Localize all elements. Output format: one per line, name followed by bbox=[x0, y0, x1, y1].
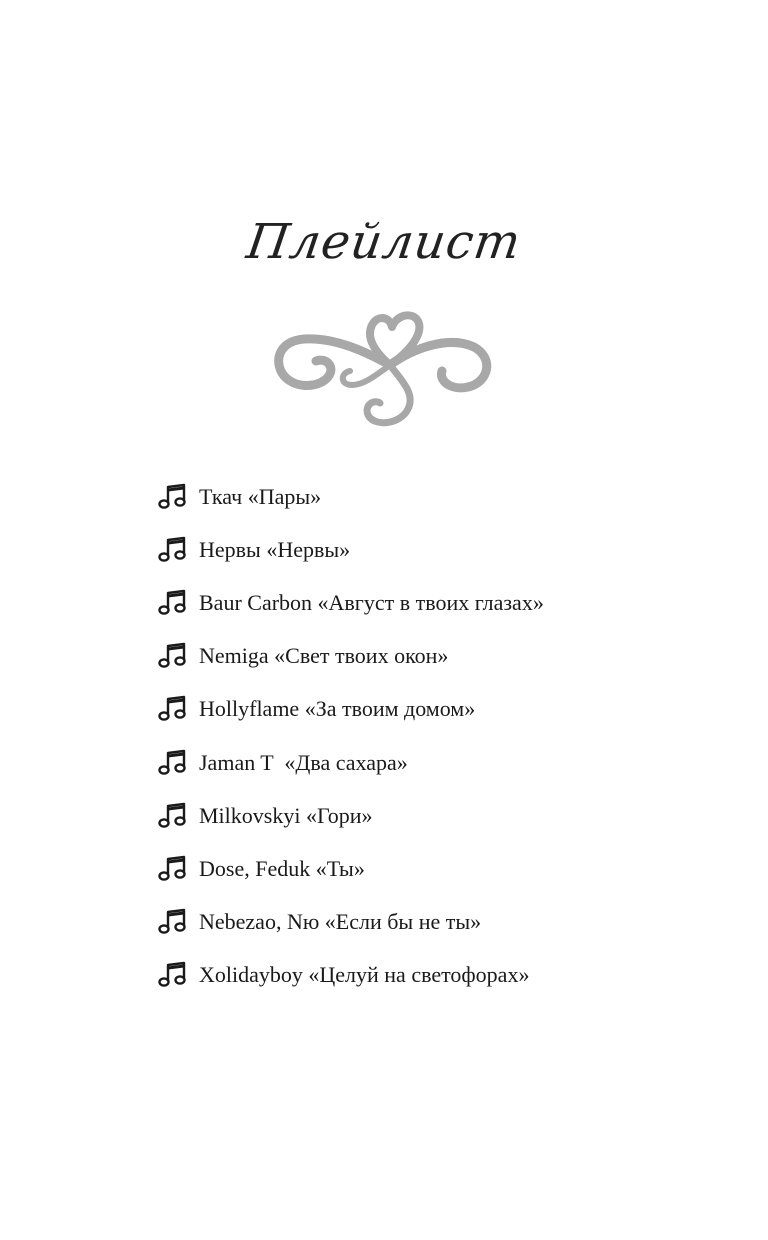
playlist bbox=[158, 470, 544, 1002]
music-note-icon bbox=[158, 588, 188, 618]
track-title: Ткач «Пары» bbox=[199, 483, 322, 509]
page-title: Плейлист bbox=[243, 214, 525, 270]
list-item bbox=[158, 842, 544, 895]
list-item bbox=[158, 630, 544, 683]
track-title: Jaman T «Два сахара» bbox=[199, 749, 408, 775]
track-title: Milkovskyi «Гори» bbox=[199, 802, 373, 828]
track-title: Нервы «Нервы» bbox=[199, 536, 351, 562]
music-note-icon bbox=[158, 854, 188, 884]
track-title: Hollyflame «За твоим домом» bbox=[199, 696, 476, 722]
music-note-icon bbox=[158, 907, 188, 937]
track-title: Xolidayboy «Целуй на светофорах» bbox=[199, 962, 530, 988]
list-item bbox=[158, 949, 544, 1002]
list-item bbox=[158, 470, 544, 523]
music-note-icon bbox=[158, 748, 188, 778]
list-item bbox=[158, 736, 544, 789]
music-note-icon bbox=[158, 694, 188, 724]
list-item bbox=[158, 789, 544, 842]
music-note-icon bbox=[158, 535, 188, 565]
music-note-icon bbox=[158, 641, 188, 671]
list-item bbox=[158, 576, 544, 629]
track-title: Dose, Feduk «Ты» bbox=[199, 855, 365, 881]
heart-infinity-ornament-icon bbox=[270, 303, 494, 433]
track-title: Baur Carbon «Август в твоих глазах» bbox=[199, 589, 544, 615]
music-note-icon bbox=[158, 960, 188, 990]
track-title: Nemiga «Свет твоих окон» bbox=[199, 643, 449, 669]
list-item bbox=[158, 523, 544, 576]
track-title: Nebezao, Nю «Если бы не ты» bbox=[199, 909, 482, 935]
list-item bbox=[158, 896, 544, 949]
list-item bbox=[158, 683, 544, 736]
music-note-icon bbox=[158, 801, 188, 831]
music-note-icon bbox=[158, 482, 188, 512]
